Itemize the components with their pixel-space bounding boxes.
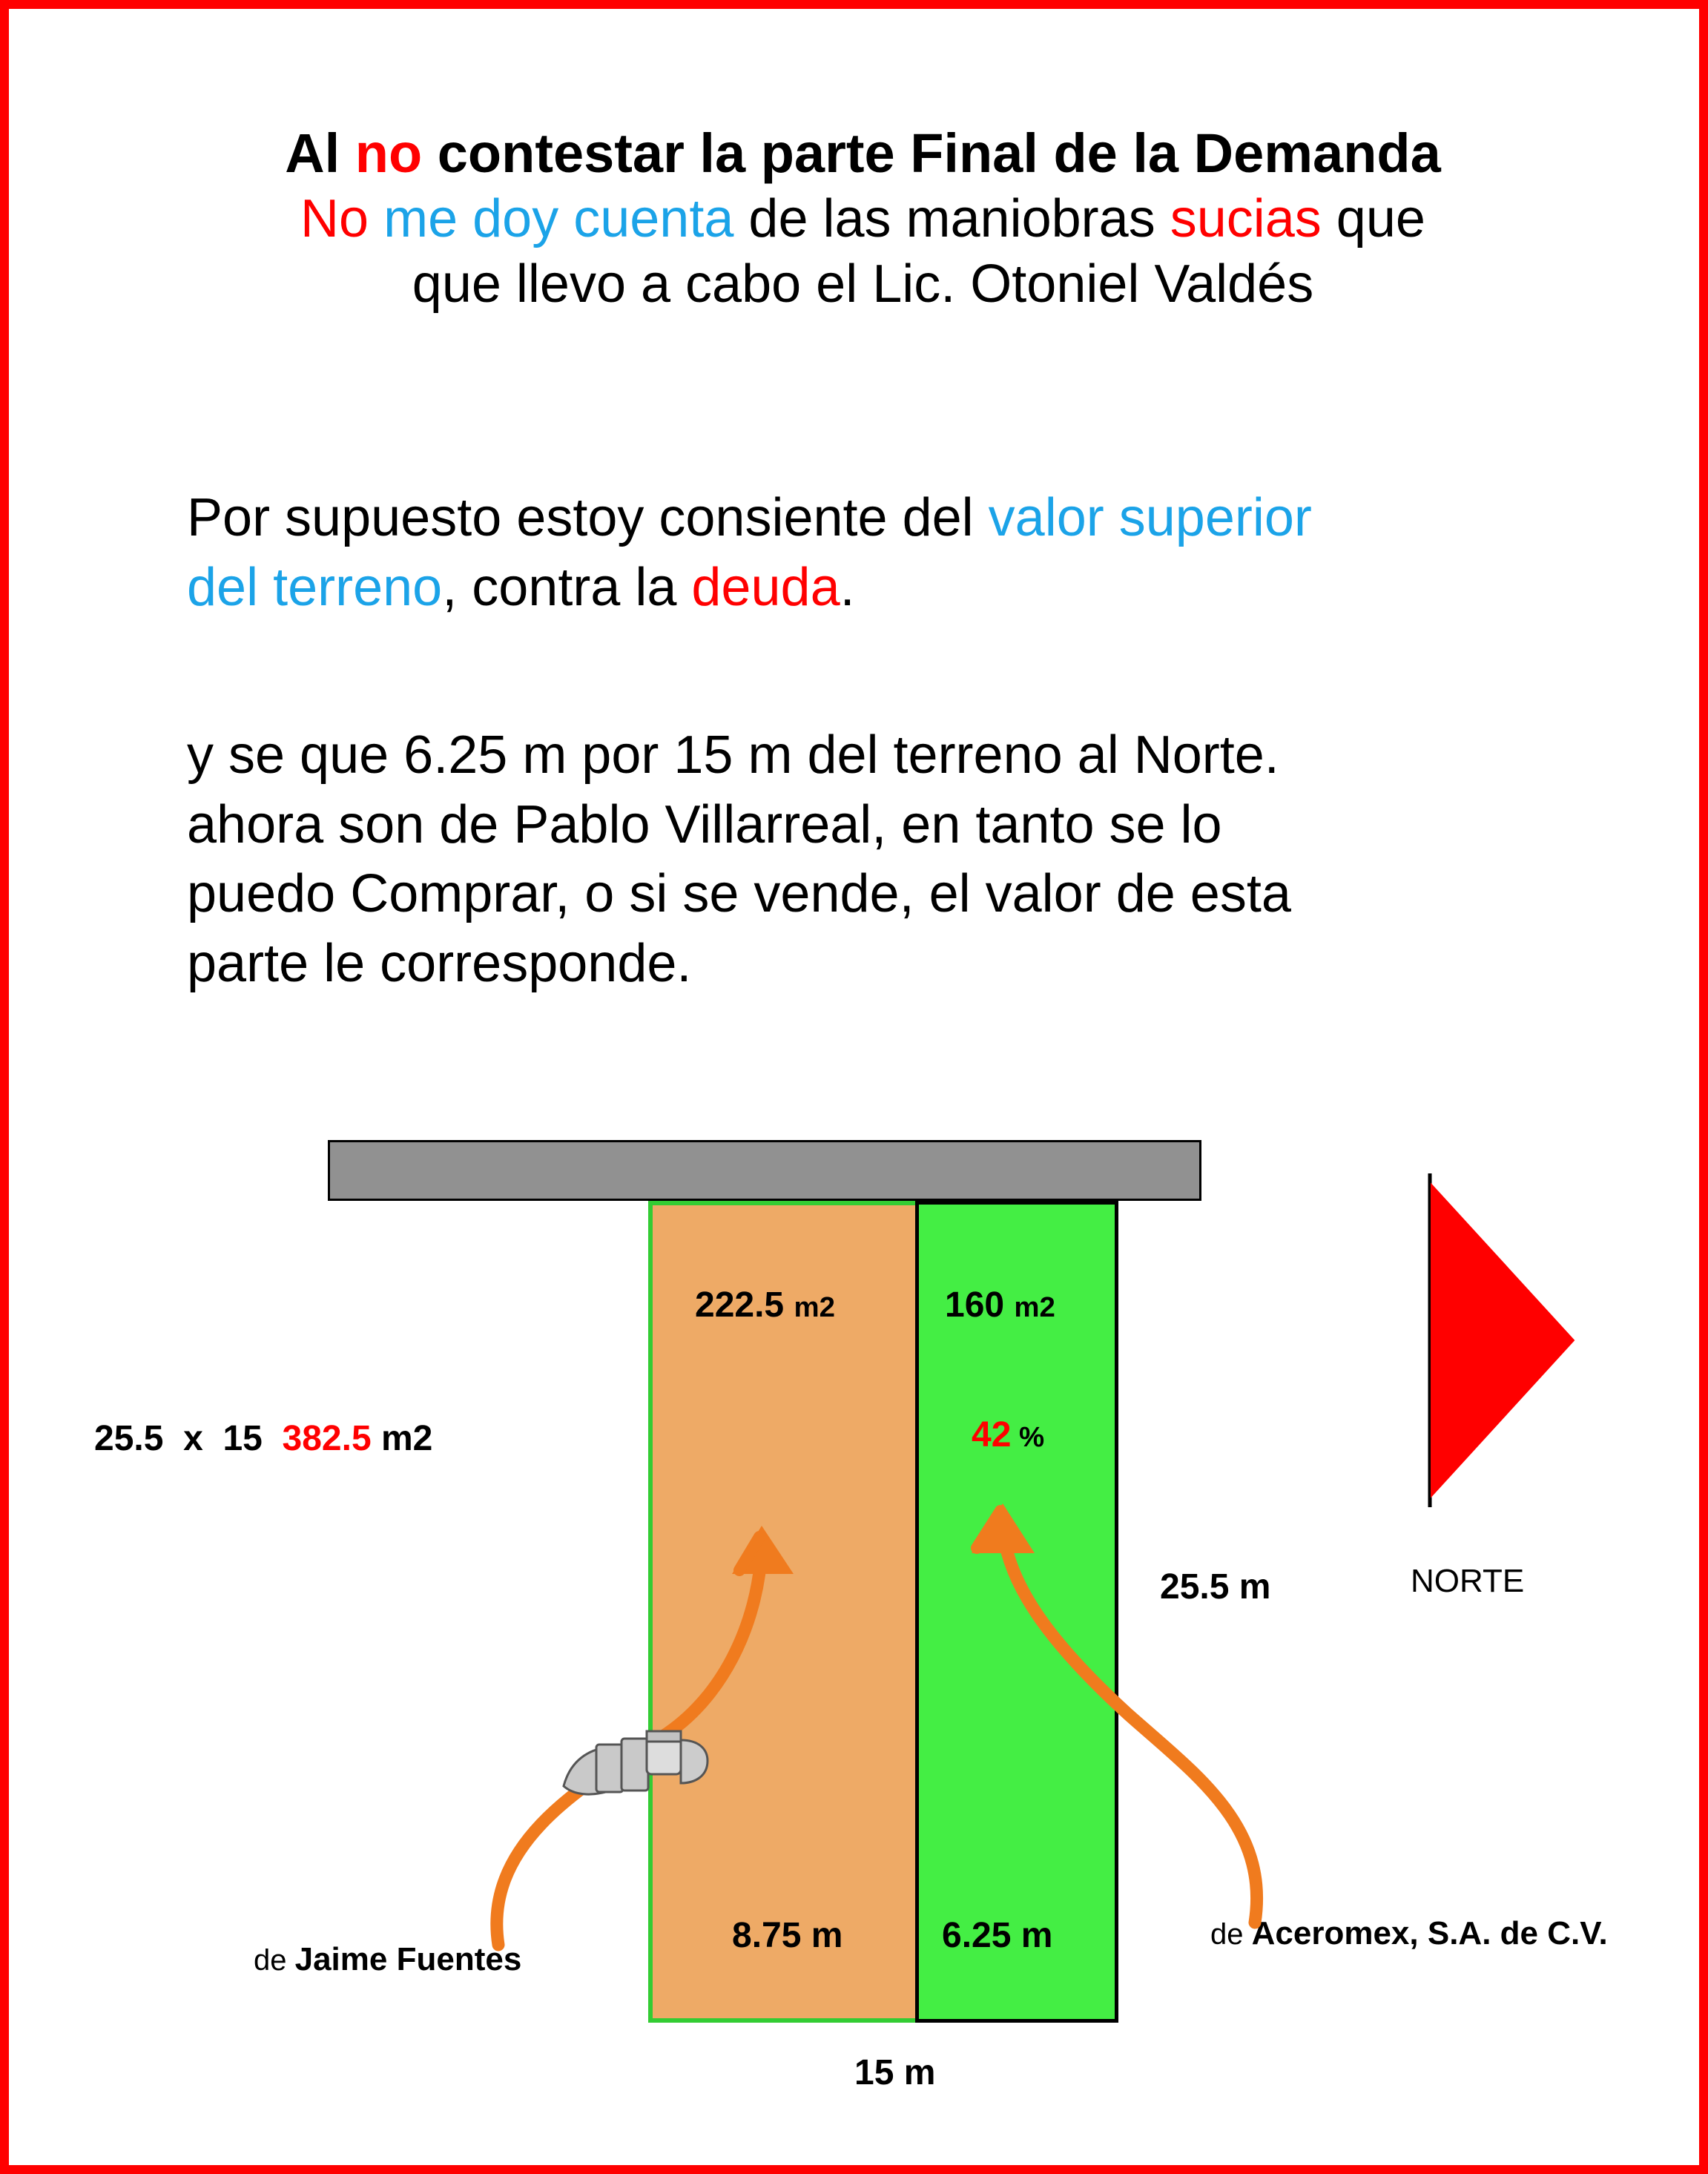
- owner-left-name: Jaime Fuentes: [294, 1941, 522, 1977]
- label-green-width: 6.25 m: [942, 1916, 1053, 1955]
- p1-l2-blue: del terreno: [187, 557, 443, 617]
- paragraph2-line2: ahora son de Pablo Villarreal, en tanto se lo: [187, 794, 1222, 854]
- heading-2-red1: No: [300, 189, 384, 249]
- heading-2-end: que: [1321, 189, 1425, 249]
- p1-l2-red: deuda: [691, 557, 840, 617]
- heading-1-part1: Al: [285, 122, 355, 184]
- heading-2-mid: de las maniobras: [733, 189, 1170, 249]
- owner-right-name: Aceromex, S.A. de C.V.: [1251, 1915, 1608, 1951]
- green-area-unit: m2: [1014, 1291, 1055, 1323]
- total-area-prefix: 25.5 x 15: [94, 1419, 283, 1458]
- percent-sign: %: [1011, 1421, 1045, 1453]
- label-compass-norte: NORTE: [1411, 1563, 1525, 1599]
- heading-line-3: que llevo a cabo el Lic. Otoniel Valdés: [412, 254, 1314, 314]
- green-area-value: 160: [945, 1285, 1015, 1325]
- p1-l2-b: , contra la: [442, 557, 692, 617]
- percent-value: 42: [972, 1415, 1012, 1455]
- label-right-height: 25.5 m: [1160, 1567, 1271, 1607]
- label-bottom-width: 15 m: [854, 2053, 936, 2092]
- hand-cursor-icon: [558, 1715, 765, 1826]
- pointer-arrows: [9, 9, 1708, 2174]
- heading-1-part2: contestar la parte Final de la Demanda: [422, 122, 1441, 184]
- paragraph2-line1: y se que 6.25 m por 15 m del terreno al Norte.: [187, 725, 1279, 785]
- p1-l2-c: .: [840, 557, 855, 617]
- heading-2-red2: sucias: [1170, 189, 1322, 249]
- owner-left-prefix: de: [254, 1944, 295, 1977]
- p1-l1-a: Por supuesto estoy consiente del: [187, 488, 989, 547]
- p1-l1-blue: valor superior: [988, 488, 1312, 547]
- label-orange-width: 8.75 m: [732, 1916, 843, 1955]
- orange-area-value: 222.5: [695, 1285, 794, 1325]
- total-area-value: 382.5: [282, 1419, 372, 1458]
- heading-2-blue: me doy cuenta: [383, 189, 734, 249]
- total-area-unit: m2: [371, 1419, 433, 1458]
- owner-right-prefix: de: [1210, 1918, 1252, 1951]
- arrow-right-path: [1003, 1526, 1257, 1923]
- heading-1-red: no: [355, 122, 423, 184]
- paragraph2-line3: puedo Comprar, o si se vende, el valor de esta: [187, 864, 1291, 924]
- paragraph2-line4: parte le corresponde.: [187, 933, 692, 993]
- land-diagram: [9, 9, 1708, 2174]
- orange-area-unit: m2: [794, 1291, 835, 1323]
